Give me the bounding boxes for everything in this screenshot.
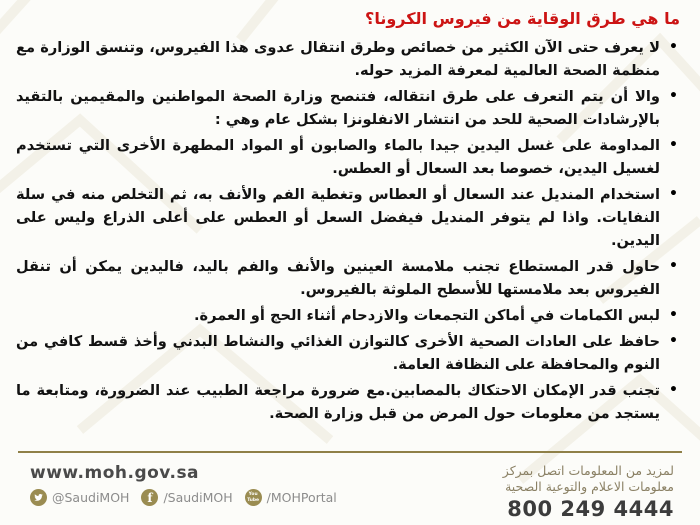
facebook-handle: /SaudiMOH <box>163 490 233 505</box>
bullet-healthy-habits: • حافظ على العادات الصحية الأخرى كالتوازن الغذائي والنشاط البدني وأخذ قسط كافي من النوم والمحافظة على النظافة العامة. <box>16 330 660 376</box>
youtube-glyph <box>247 492 259 502</box>
youtube-link <box>245 489 337 506</box>
footer-info-center <box>503 463 674 522</box>
bullet-avoid-touching-face: • حاول قدر المستطاع تجنب ملامسة العينين والأنف والفم باليد، فاليدين يمكن أن تنقل الفيروس بعد ملامستها للأسطح الملوثة بالفيروس. <box>16 255 660 301</box>
bullet-tissue-use: • استخدام المنديل عند السعال أو العطاس وتغطية الفم والأنف به، ثم التخلص منه في سلة النفايات. واذا لم يتوفر المنديل فيفضل السعل أو العطس على أعلى الذراع وليس على اليدين. <box>16 183 660 252</box>
twitter-link <box>30 489 129 506</box>
info-center-line2: معلومات الاعلام والتوعية الصحية <box>505 479 674 494</box>
social-links-row <box>30 489 337 506</box>
website-url: www.moh.gov.sa <box>30 463 200 483</box>
youtube-glyph-top: You <box>248 492 258 498</box>
twitter-handle: @SaudiMOH <box>52 490 130 505</box>
facebook-icon <box>141 489 158 506</box>
bullet-virus-unknown: • لا يعرف حتى الآن الكثير من خصائص وطرق انتقال عدوى هذا الفيروس، وتنسق الوزارة مع منظمة الصحة العالمية لمعرفة المزيد حوله. <box>16 36 660 82</box>
phone-number: 800 249 4444 <box>507 497 674 521</box>
bullet-avoid-contact: • تجنب قدر الإمكان الاحتكاك بالمصابين.مع ضرورة مراجعة الطبيب عند الضرورة، ومتابعة ما يستجد من معلومات حول المرض من قبل وزارة الصحة. <box>16 379 660 425</box>
footer <box>0 453 700 525</box>
facebook-glyph: f <box>147 490 153 505</box>
footer-contact-web <box>30 463 337 506</box>
bullet-hand-washing: • المداومة على غسل اليدين جيدا بالماء والصابون أو المواد المطهرة الأخرى التي تستخدم لغسيل اليدين، خصوصا بعد السعال أو العطس. <box>16 134 660 180</box>
bullet-moh-advice: • والا أن يتم التعرف على طرق انتقاله، فتنصح وزارة الصحة المواطنين والمقيمين بالتقيد بالإرشادات الصحية للحد من انتشار الانفلونزا بشكل عام وهي : <box>16 85 660 131</box>
facebook-link <box>141 489 232 506</box>
twitter-icon <box>30 489 47 506</box>
youtube-handle: /MOHPortal <box>266 490 337 505</box>
page-title: ما هي طرق الوقاية من فيروس الكرونا؟ <box>365 9 680 28</box>
prevention-bullet-list <box>14 36 684 425</box>
youtube-glyph-bottom: Tube <box>247 497 259 503</box>
info-center-line1: لمزيد من المعلومات اتصل بمركز <box>502 463 674 478</box>
youtube-icon <box>245 489 262 506</box>
bullet-wear-masks: • لبس الكمامات في أماكن التجمعات والازدحام أثناء الحج أو العمرة. <box>16 304 660 327</box>
